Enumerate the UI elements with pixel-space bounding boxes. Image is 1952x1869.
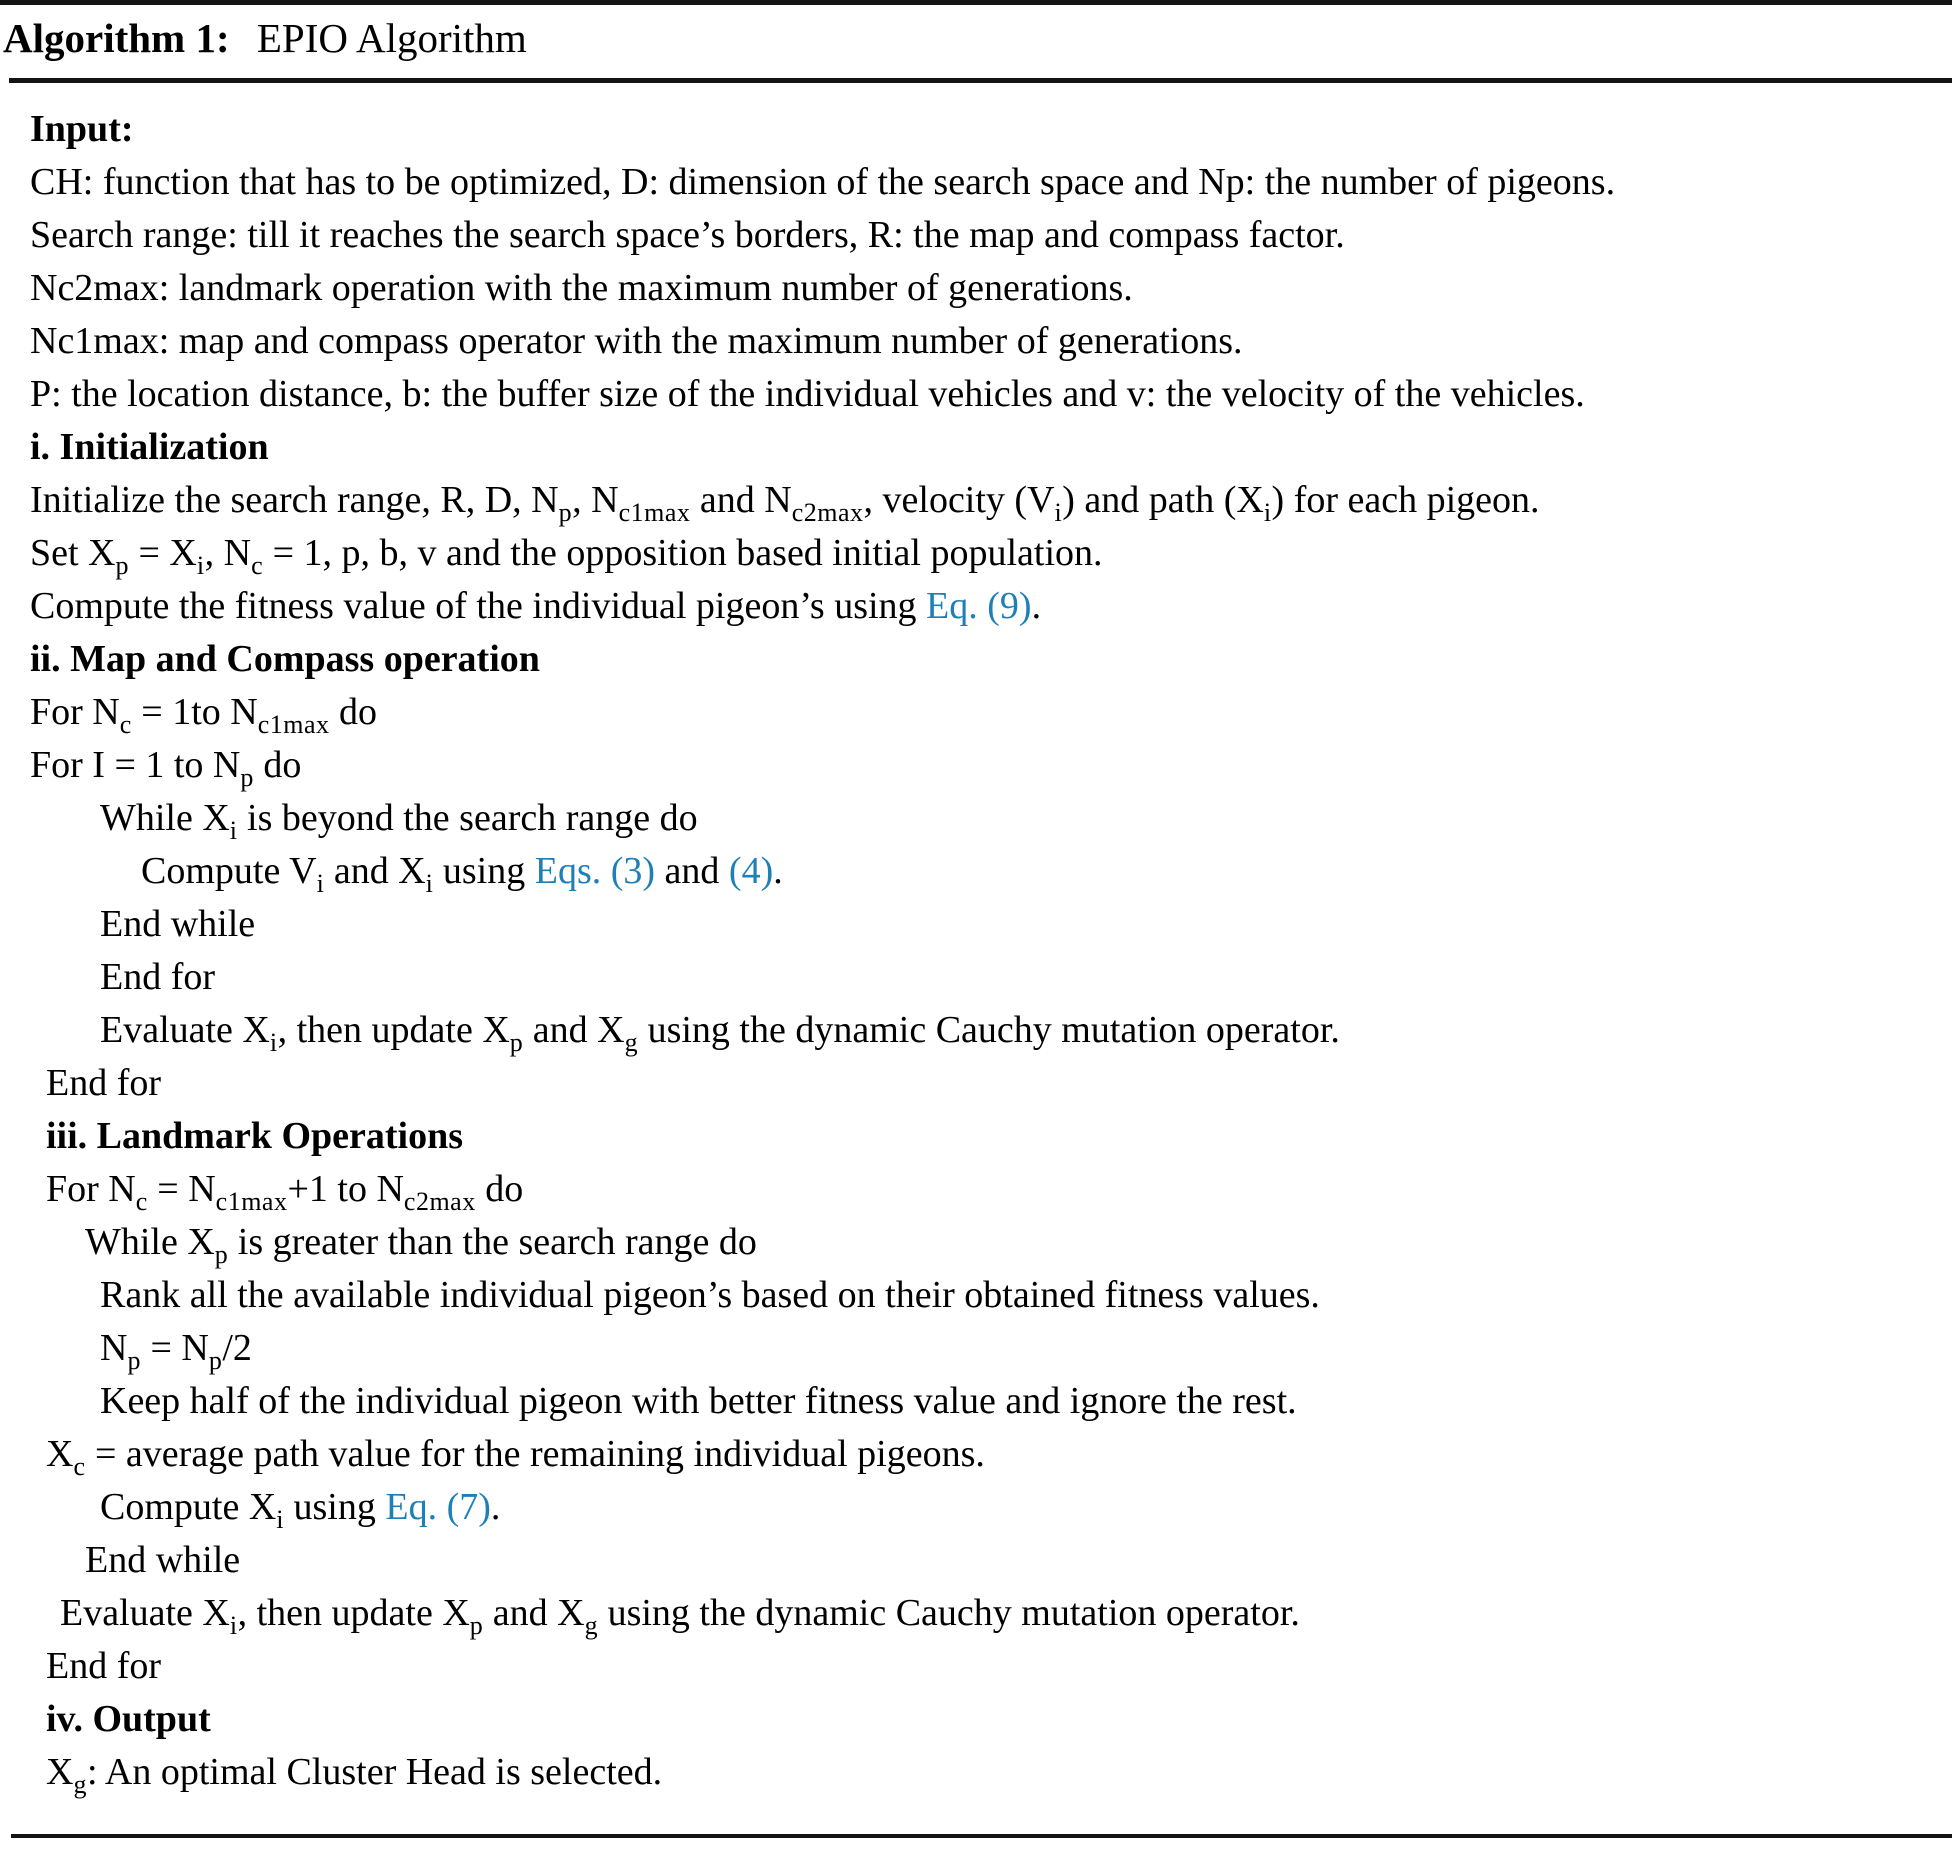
text-segment: For I = 1 to N (30, 744, 241, 786)
text-segment: Nc1max: map and compass operator with the maximum number of generations. (30, 320, 1243, 362)
text-segment: P: the location distance, b: the buffer size of the individual vehicles and v: the velocity of the vehicles. (30, 373, 1585, 415)
algo-line (0, 792, 1952, 845)
subscript-text: p (115, 551, 129, 580)
text-segment: Keep half of the individual pigeon with better fitness value and ignore the rest. (100, 1380, 1297, 1422)
algo-section-heading (0, 1110, 1952, 1163)
text-segment: : An optimal Cluster Head is selected. (86, 1751, 663, 1793)
algo-line (0, 1004, 1952, 1057)
text-segment: and N (690, 479, 792, 521)
subscript-text: c1max (215, 1187, 288, 1216)
algo-section-heading (0, 1693, 1952, 1746)
text-segment: using (433, 850, 535, 892)
text-segment: iii. Landmark Operations (46, 1115, 463, 1157)
subscript-text: i (1263, 498, 1272, 527)
algo-line (0, 1269, 1952, 1322)
equation-link[interactable]: Eqs. (3) (534, 850, 656, 892)
subscript-text: p (214, 1240, 229, 1269)
text-segment: and X (523, 1009, 625, 1051)
text-segment: , velocity (V (863, 479, 1055, 521)
text-segment: do (475, 1168, 524, 1210)
algo-line (0, 527, 1952, 580)
text-segment: N (100, 1327, 128, 1369)
text-segment: and X (483, 1592, 585, 1634)
text-segment: = X (129, 532, 197, 574)
subscript-text: p (240, 763, 254, 792)
text-segment: , then update X (277, 1009, 510, 1051)
text-segment: X (46, 1433, 74, 1475)
text-segment: , N (572, 479, 619, 521)
text-segment: . (1031, 585, 1042, 627)
subscript-text: p (558, 498, 573, 527)
subscript-text: i (425, 869, 434, 898)
bottom-border-rule (11, 1834, 1952, 1838)
text-segment: X (46, 1751, 74, 1793)
text-segment: is greater than the search range do (228, 1221, 757, 1263)
subscript-text: i (229, 816, 238, 845)
algo-section-heading (0, 633, 1952, 686)
algo-line (0, 739, 1952, 792)
text-segment: Compute V (141, 850, 317, 892)
text-segment: While X (85, 1221, 215, 1263)
equation-link[interactable]: Eq. (7) (385, 1486, 491, 1528)
algo-line (0, 474, 1952, 527)
algo-line (0, 368, 1952, 421)
equation-link[interactable]: Eq. (9) (926, 585, 1032, 627)
text-segment: End for (100, 956, 216, 998)
algo-line (0, 1163, 1952, 1216)
text-segment: End while (85, 1539, 241, 1581)
algo-line (0, 580, 1952, 633)
text-segment: . (490, 1486, 501, 1528)
text-segment: using the dynamic Cauchy mutation operator. (598, 1592, 1300, 1634)
algo-line (0, 1322, 1952, 1375)
text-segment: Compute X (100, 1486, 277, 1528)
algo-line (0, 262, 1952, 315)
text-segment: Compute the fitness value of the individual pigeon’s using (30, 585, 927, 627)
text-segment: is beyond the search range do (237, 797, 698, 839)
text-segment: CH: function that has to be optimized, D: dimension of the search space and Np: the number of pigeons. (30, 161, 1616, 203)
subscript-text: c2max (403, 1187, 476, 1216)
text-segment: End for (46, 1062, 162, 1104)
text-segment: using the dynamic Cauchy mutation operator. (638, 1009, 1340, 1051)
subscript-text: p (208, 1346, 223, 1375)
subscript-text: c (119, 710, 132, 739)
text-segment: do (253, 744, 302, 786)
text-segment: i. Initialization (30, 426, 269, 468)
text-segment: /2 (222, 1327, 252, 1369)
subscript-text: i (196, 551, 205, 580)
subscript-text: p (509, 1028, 524, 1057)
subscript-text: p (469, 1611, 484, 1640)
text-segment: End while (100, 903, 256, 945)
algo-line (0, 1216, 1952, 1269)
text-segment: Initialize the search range, R, D, N (30, 479, 559, 521)
subscript-text: c (135, 1187, 148, 1216)
text-segment: = N (140, 1327, 209, 1369)
algo-line (0, 1534, 1952, 1587)
equation-link[interactable]: (4) (728, 850, 774, 892)
algo-line (0, 1375, 1952, 1428)
algo-section-heading (0, 421, 1952, 474)
subscript-text: g (624, 1028, 639, 1057)
algo-line (0, 1746, 1952, 1799)
text-segment: Evaluate X (100, 1009, 270, 1051)
text-segment: Set X (30, 532, 116, 574)
subscript-text: p (127, 1346, 141, 1375)
text-segment: Evaluate X (60, 1592, 230, 1634)
text-segment: Nc2max: landmark operation with the maximum number of generations. (30, 267, 1133, 309)
algorithm-body (0, 103, 1952, 1799)
text-segment: = 1to N (131, 691, 258, 733)
algo-line (0, 686, 1952, 739)
algorithm-title: EPIO Algorithm (256, 15, 527, 61)
algo-line (0, 1481, 1952, 1534)
algo-line (0, 315, 1952, 368)
text-segment: Rank all the available individual pigeon’s based on their obtained fitness values. (100, 1274, 1320, 1316)
text-segment: using (284, 1486, 386, 1528)
subscript-text: i (316, 869, 325, 898)
algorithm-number-label: Algorithm 1: (3, 15, 230, 61)
subscript-text: c (73, 1452, 86, 1481)
algorithm-header (0, 5, 1952, 86)
text-segment: , then update X (237, 1592, 470, 1634)
algo-line (0, 1587, 1952, 1640)
algo-line (0, 951, 1952, 1004)
text-segment: and X (324, 850, 426, 892)
text-segment: do (329, 691, 378, 733)
text-segment: +1 to N (287, 1168, 404, 1210)
subscript-text: c2max (791, 498, 864, 527)
text-segment: ) for each pigeon. (1271, 479, 1540, 521)
text-segment: For N (30, 691, 120, 733)
text-segment: ) and path (X (1062, 479, 1264, 521)
subscript-text: c1max (618, 498, 691, 527)
text-segment: = 1, p, b, v and the opposition based initial population. (263, 532, 1103, 574)
header-divider-rule (9, 78, 1952, 83)
text-segment: End for (46, 1645, 162, 1687)
subscript-text: i (1054, 498, 1063, 527)
algo-line (0, 156, 1952, 209)
algo-line (0, 1640, 1952, 1693)
text-segment: For N (46, 1168, 136, 1210)
algo-section-heading (0, 103, 1952, 156)
text-segment: = average path value for the remaining individual pigeons. (85, 1433, 985, 1475)
subscript-text: g (584, 1611, 599, 1640)
text-segment: , N (204, 532, 252, 574)
subscript-text: g (73, 1770, 87, 1799)
subscript-text: c (251, 551, 264, 580)
algo-line (0, 845, 1952, 898)
subscript-text: i (269, 1028, 278, 1057)
text-segment: Search range: till it reaches the search space’s borders, R: the map and compass factor. (30, 214, 1345, 256)
algo-line (0, 1057, 1952, 1110)
subscript-text: i (276, 1505, 285, 1534)
algo-line (0, 209, 1952, 262)
text-segment: . (773, 850, 783, 892)
text-segment: While X (100, 797, 230, 839)
algo-line (0, 898, 1952, 951)
subscript-text: i (229, 1611, 238, 1640)
subscript-text: c1max (257, 710, 330, 739)
text-segment: and (655, 850, 729, 892)
text-segment: = N (147, 1168, 216, 1210)
text-segment: iv. Output (46, 1698, 211, 1740)
text-segment: ii. Map and Compass operation (30, 638, 540, 680)
algo-line (0, 1428, 1952, 1481)
text-segment: Input: (30, 108, 134, 150)
